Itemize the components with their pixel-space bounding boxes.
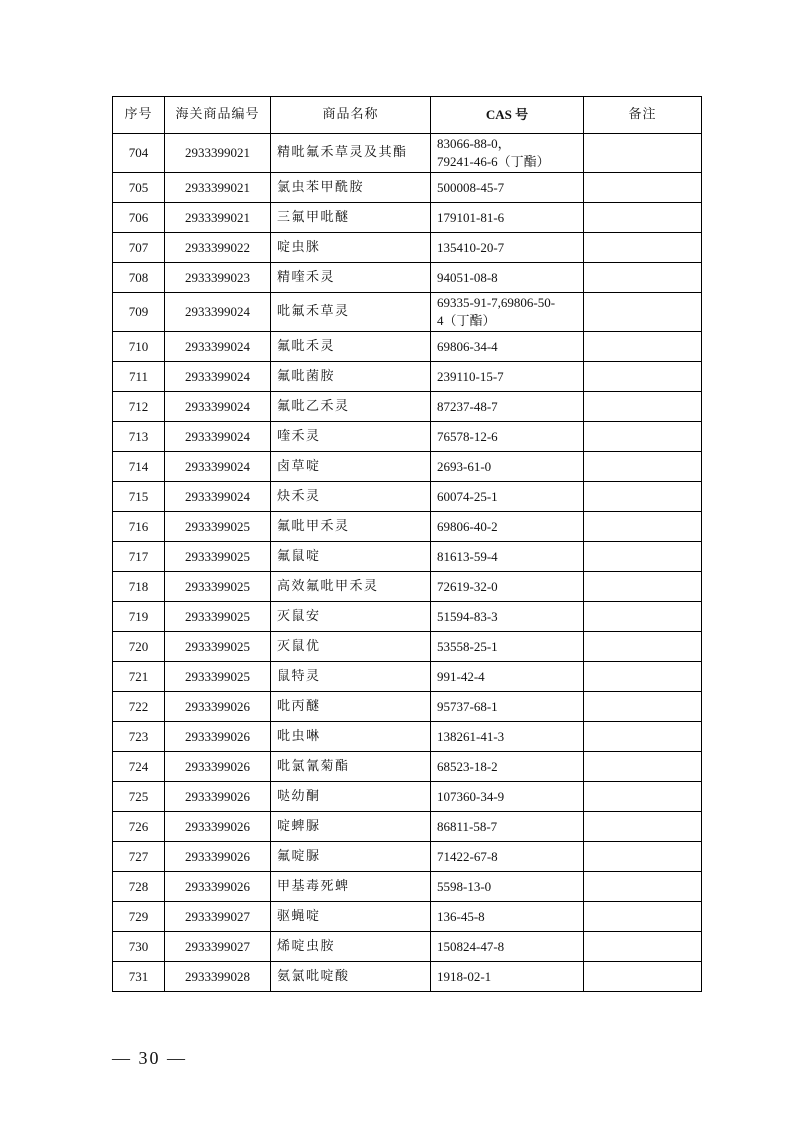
table-row [113,782,702,812]
cell-customs-code: 2933399026 [165,812,271,842]
cell-seq: 710 [113,332,165,362]
cell-customs-code: 2933399022 [165,233,271,263]
cell-seq: 707 [113,233,165,263]
cas-line: 135410-20-7 [437,239,505,255]
header-seq: 序号 [113,97,165,134]
cell-seq: 716 [113,512,165,542]
cell-cas-number [431,542,584,572]
cas-line: 83066-88-0， [437,136,511,151]
cell-product-name: 啶虫脒 [271,233,431,263]
cell-product-name: 氨氯吡啶酸 [271,962,431,992]
cell-seq: 727 [113,842,165,872]
cell-seq: 712 [113,392,165,422]
cas-line: 69806-34-4 [437,338,498,354]
table-body [113,134,702,992]
cell-customs-code: 2933399028 [165,962,271,992]
cas-line: 95737-68-1 [437,698,498,714]
cell-customs-code: 2933399021 [165,134,271,173]
cas-line: 72619-32-0 [437,578,498,594]
cell-product-name: 烯啶虫胺 [271,932,431,962]
table-row [113,662,702,692]
cell-seq: 731 [113,962,165,992]
cell-cas-number [431,392,584,422]
cell-product-name: 高效氟吡甲禾灵 [271,572,431,602]
cell-customs-code: 2933399024 [165,422,271,452]
cell-cas-number [431,752,584,782]
cell-remarks [584,812,702,842]
cell-seq: 720 [113,632,165,662]
table-row [113,752,702,782]
cell-customs-code: 2933399026 [165,872,271,902]
cell-product-name: 氟啶脲 [271,842,431,872]
cell-remarks [584,962,702,992]
cell-product-name: 氟吡乙禾灵 [271,392,431,422]
cell-cas-number [431,422,584,452]
cell-product-name: 卤草啶 [271,452,431,482]
cas-line: 81613-59-4 [437,548,498,564]
cell-customs-code: 2933399026 [165,722,271,752]
cas-line: 69335-91-7,69806-50- [437,295,556,310]
cell-seq: 706 [113,203,165,233]
cell-cas-number [431,602,584,632]
cell-cas-number [431,812,584,842]
header-customs-code: 海关商品编号 [165,97,271,134]
cell-remarks [584,482,702,512]
cas-line: 86811-58-7 [437,818,498,834]
cell-cas-number [431,452,584,482]
cell-product-name: 三氟甲吡醚 [271,203,431,233]
cas-line: 136-45-8 [437,908,485,924]
cell-cas-number [431,362,584,392]
cell-product-name: 灭鼠优 [271,632,431,662]
cell-cas-number [431,572,584,602]
cell-cas-number [431,632,584,662]
table-row [113,572,702,602]
cell-seq: 730 [113,932,165,962]
cell-product-name: 灭鼠安 [271,602,431,632]
table-row [113,692,702,722]
cas-line: 239110-15-7 [437,368,504,384]
table-row [113,512,702,542]
header-remarks: 备注 [584,97,702,134]
cell-cas-number [431,872,584,902]
cell-seq: 709 [113,293,165,332]
cas-line: 5598-13-0 [437,878,492,894]
cell-seq: 726 [113,812,165,842]
cell-seq: 715 [113,482,165,512]
cas-line: 138261-41-3 [437,728,505,744]
cell-remarks [584,134,702,173]
cell-product-name: 吡氯氰菊酯 [271,752,431,782]
cell-seq: 723 [113,722,165,752]
cell-cas-number [431,263,584,293]
cell-seq: 725 [113,782,165,812]
table-row [113,482,702,512]
table-row [113,233,702,263]
cell-seq: 722 [113,692,165,722]
cas-line: 87237-48-7 [437,398,498,414]
cell-product-name: 哒幼酮 [271,782,431,812]
cell-cas-number [431,203,584,233]
cell-remarks [584,392,702,422]
cas-line: 94051-08-8 [437,269,498,285]
cell-seq: 721 [113,662,165,692]
table-row [113,902,702,932]
table-row [113,722,702,752]
cell-customs-code: 2933399024 [165,452,271,482]
cell-customs-code: 2933399023 [165,263,271,293]
page-number: — 30 — [112,1048,187,1068]
cell-customs-code: 2933399027 [165,932,271,962]
cell-remarks [584,452,702,482]
cell-product-name: 喹禾灵 [271,422,431,452]
table-row [113,263,702,293]
product-catalog-table [112,96,702,992]
header-product-name: 商品名称 [271,97,431,134]
table-row [113,362,702,392]
cell-remarks [584,572,702,602]
cell-cas-number [431,332,584,362]
cas-line: 76578-12-6 [437,428,498,444]
cell-remarks [584,692,702,722]
cell-cas-number [431,692,584,722]
cell-remarks [584,662,702,692]
cell-remarks [584,173,702,203]
cell-product-name: 吡氟禾草灵 [271,293,431,332]
cas-line: 79241-46-6（丁酯） [437,154,550,169]
cell-customs-code: 2933399026 [165,692,271,722]
cell-customs-code: 2933399024 [165,293,271,332]
cell-customs-code: 2933399025 [165,512,271,542]
cell-customs-code: 2933399025 [165,632,271,662]
table-row [113,632,702,662]
cell-cas-number [431,233,584,263]
cell-remarks [584,263,702,293]
cas-line: 68523-18-2 [437,758,498,774]
cell-cas-number [431,932,584,962]
cell-remarks [584,602,702,632]
cell-cas-number [431,293,584,332]
table-row [113,872,702,902]
cell-product-name: 甲基毒死蜱 [271,872,431,902]
table-row [113,452,702,482]
cell-remarks [584,233,702,263]
cell-customs-code: 2933399024 [165,362,271,392]
cell-remarks [584,632,702,662]
cell-seq: 729 [113,902,165,932]
cell-customs-code: 2933399021 [165,173,271,203]
cell-product-name: 氟鼠啶 [271,542,431,572]
table-row [113,332,702,362]
cell-cas-number [431,842,584,872]
cell-cas-number [431,782,584,812]
cell-seq: 728 [113,872,165,902]
cell-product-name: 吡虫啉 [271,722,431,752]
cell-product-name: 炔禾灵 [271,482,431,512]
cell-cas-number [431,722,584,752]
cell-seq: 708 [113,263,165,293]
cas-line: 179101-81-6 [437,209,505,225]
cell-customs-code: 2933399024 [165,332,271,362]
cell-remarks [584,752,702,782]
cell-customs-code: 2933399026 [165,752,271,782]
cas-line: 51594-83-3 [437,608,498,624]
cas-line: 150824-47-8 [437,938,505,954]
table-row [113,422,702,452]
table-header-row [113,97,702,134]
cell-customs-code: 2933399025 [165,602,271,632]
table-row [113,203,702,233]
cell-product-name: 氟吡菌胺 [271,362,431,392]
cell-product-name: 氯虫苯甲酰胺 [271,173,431,203]
cas-line: 71422-67-8 [437,848,498,864]
cell-remarks [584,422,702,452]
cas-line: 500008-45-7 [437,179,505,195]
cell-product-name: 氟吡甲禾灵 [271,512,431,542]
cell-seq: 705 [113,173,165,203]
table-row [113,962,702,992]
cell-remarks [584,902,702,932]
cas-line: 2693-61-0 [437,458,492,474]
cell-cas-number [431,902,584,932]
cell-seq: 717 [113,542,165,572]
cell-customs-code: 2933399026 [165,782,271,812]
cell-customs-code: 2933399024 [165,482,271,512]
cell-customs-code: 2933399025 [165,662,271,692]
cell-remarks [584,203,702,233]
cell-cas-number [431,134,584,173]
cas-line: 53558-25-1 [437,638,498,654]
cell-remarks [584,542,702,572]
cell-remarks [584,332,702,362]
cell-customs-code: 2933399021 [165,203,271,233]
cell-remarks [584,512,702,542]
cas-line: 4（丁酯） [437,313,496,328]
cell-cas-number [431,173,584,203]
table-row [113,173,702,203]
table-row [113,842,702,872]
cell-remarks [584,842,702,872]
cell-product-name: 驱蝇啶 [271,902,431,932]
cell-product-name: 精吡氟禾草灵及其酯 [271,134,431,173]
header-cas-number: CAS 号 [431,97,584,134]
cell-seq: 713 [113,422,165,452]
cas-line: 1918-02-1 [437,968,492,984]
table-row [113,602,702,632]
cas-line: 60074-25-1 [437,488,498,504]
cell-seq: 724 [113,752,165,782]
cell-customs-code: 2933399025 [165,542,271,572]
cell-product-name: 精喹禾灵 [271,263,431,293]
cell-customs-code: 2933399027 [165,902,271,932]
table-row [113,542,702,572]
cell-seq: 714 [113,452,165,482]
cell-cas-number [431,662,584,692]
cell-seq: 711 [113,362,165,392]
cell-cas-number [431,962,584,992]
table-row [113,293,702,332]
cas-line: 991-42-4 [437,668,485,684]
table-row [113,812,702,842]
cell-seq: 718 [113,572,165,602]
cell-product-name: 啶蜱脲 [271,812,431,842]
cell-customs-code: 2933399024 [165,392,271,422]
table-row [113,392,702,422]
cell-customs-code: 2933399025 [165,572,271,602]
cell-cas-number [431,512,584,542]
cell-product-name: 氟吡禾灵 [271,332,431,362]
cell-product-name: 吡丙醚 [271,692,431,722]
table-row [113,134,702,173]
cell-remarks [584,872,702,902]
table-row [113,932,702,962]
cell-seq: 704 [113,134,165,173]
cell-product-name: 鼠特灵 [271,662,431,692]
cell-remarks [584,782,702,812]
cell-remarks [584,293,702,332]
cell-seq: 719 [113,602,165,632]
cell-remarks [584,362,702,392]
cell-cas-number [431,482,584,512]
cas-line: 69806-40-2 [437,518,498,534]
cell-remarks [584,722,702,752]
cas-line: 107360-34-9 [437,788,505,804]
cell-remarks [584,932,702,962]
cell-customs-code: 2933399026 [165,842,271,872]
